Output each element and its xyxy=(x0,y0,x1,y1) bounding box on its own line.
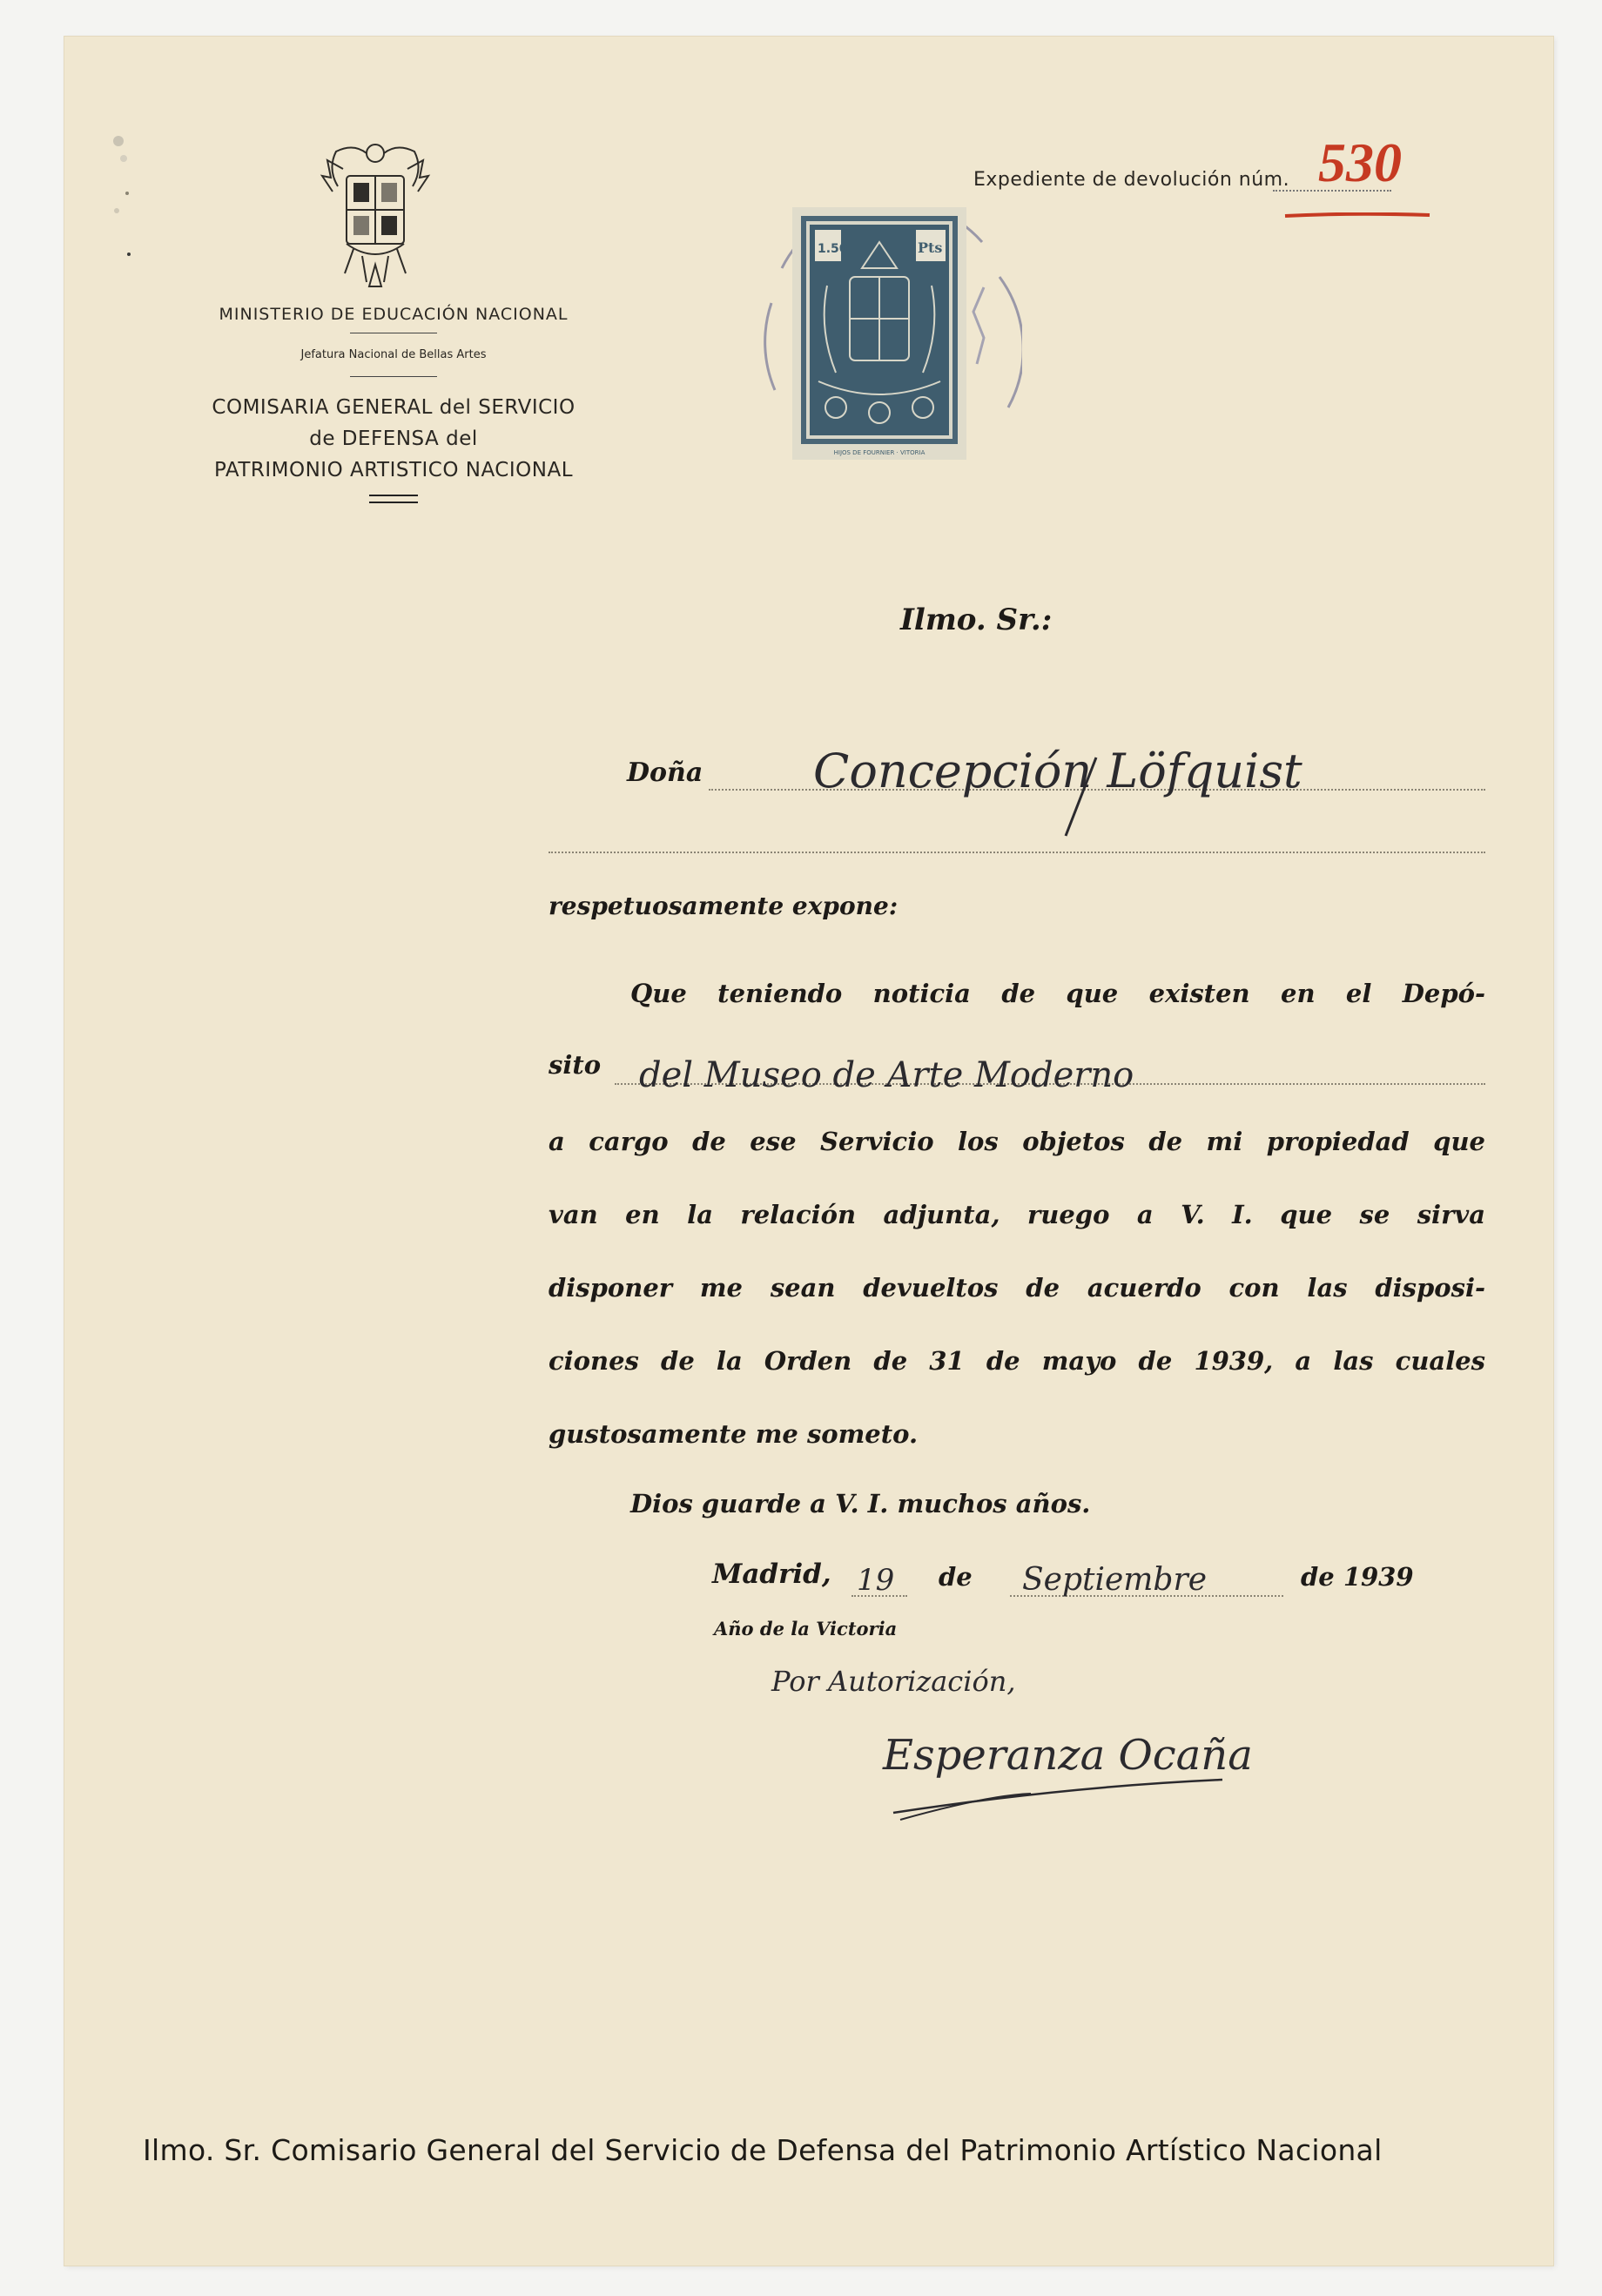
header-rule xyxy=(350,376,437,377)
document-sheet xyxy=(64,37,1553,2266)
expediente-number: 530 xyxy=(1318,131,1402,193)
body-line-1: Que teniendo noticia de que existen en el Depó- xyxy=(630,979,1485,1008)
month-handwriting-text: Septiembre xyxy=(1022,1562,1207,1598)
day-handwriting-text: 19 xyxy=(857,1563,895,1598)
comisaria-line: COMISARIA GENERAL del SERVICIO xyxy=(212,396,576,419)
comisaria-line: PATRIMONIO ARTISTICO NACIONAL xyxy=(213,459,574,481)
body-line-7: gustosamente me someto. xyxy=(549,1419,919,1449)
footer-addressee: Ilmo. Sr. Comisario General del Servicio de Defensa del Patrimonio Artístico Nacional xyxy=(143,2133,1383,2167)
expediente-label: Expediente de devolución núm. xyxy=(973,169,1290,191)
date-de: de xyxy=(939,1562,973,1592)
closing-formula: Dios guarde a V. I. muchos años. xyxy=(630,1489,1091,1518)
body-line-5: disponer me sean devueltos de acuerdo con las disposi- xyxy=(549,1273,1485,1303)
ano-victoria: Año de la Victoria xyxy=(714,1618,898,1640)
salutation: Ilmo. Sr.: xyxy=(900,603,1053,637)
stamp-value-right: Pts xyxy=(918,239,943,256)
jefatura-subtitle: Jefatura Nacional de Bellas Artes xyxy=(300,348,487,361)
stamp-value-left: 1.50 xyxy=(818,242,848,256)
paper-specks xyxy=(82,89,134,263)
name-handwriting-text: Concepción Löfquist xyxy=(813,744,1302,798)
comisaria-title xyxy=(160,392,627,486)
deposit-handwriting-text: del Museo de Arte Moderno xyxy=(639,1055,1134,1095)
double-rule xyxy=(369,495,418,503)
name-dotted-line-2 xyxy=(549,852,1485,853)
sito-label: sito xyxy=(549,1050,602,1080)
body-line-6: ciones de la Orden de 31 de mayo de 1939, a las cuales xyxy=(549,1346,1485,1376)
red-underline xyxy=(1283,212,1431,218)
revenue-stamp xyxy=(792,207,966,460)
handwritten-deposit xyxy=(604,1033,1301,1116)
eagle-crest-icon xyxy=(319,134,432,300)
date-year: de 1939 xyxy=(1301,1562,1414,1592)
signature-block xyxy=(700,1656,1257,1830)
ministry-title: MINISTERIO DE EDUCACIÓN NACIONAL xyxy=(219,305,569,324)
comisaria-line: de DEFENSA del xyxy=(309,428,478,450)
dona-label: Doña xyxy=(627,757,703,788)
body-line-3: a cargo de ese Servicio los objetos de mi propiedad que xyxy=(549,1127,1485,1156)
body-line-4: van en la relación adjunta, ruego a V. I. que se sirva xyxy=(549,1200,1485,1229)
stamp-caption: HIJOS DE FOURNIER · VITORIA xyxy=(833,449,926,456)
por-autorizacion-text: Por Autorización, xyxy=(771,1665,1016,1698)
signature-text: Esperanza Ocaña xyxy=(883,1731,1253,1780)
handwritten-name xyxy=(752,705,1327,845)
place-label: Madrid, xyxy=(712,1559,831,1590)
handwritten-date xyxy=(848,1539,1301,1609)
expone-line: respetuosamente expone: xyxy=(549,892,899,920)
